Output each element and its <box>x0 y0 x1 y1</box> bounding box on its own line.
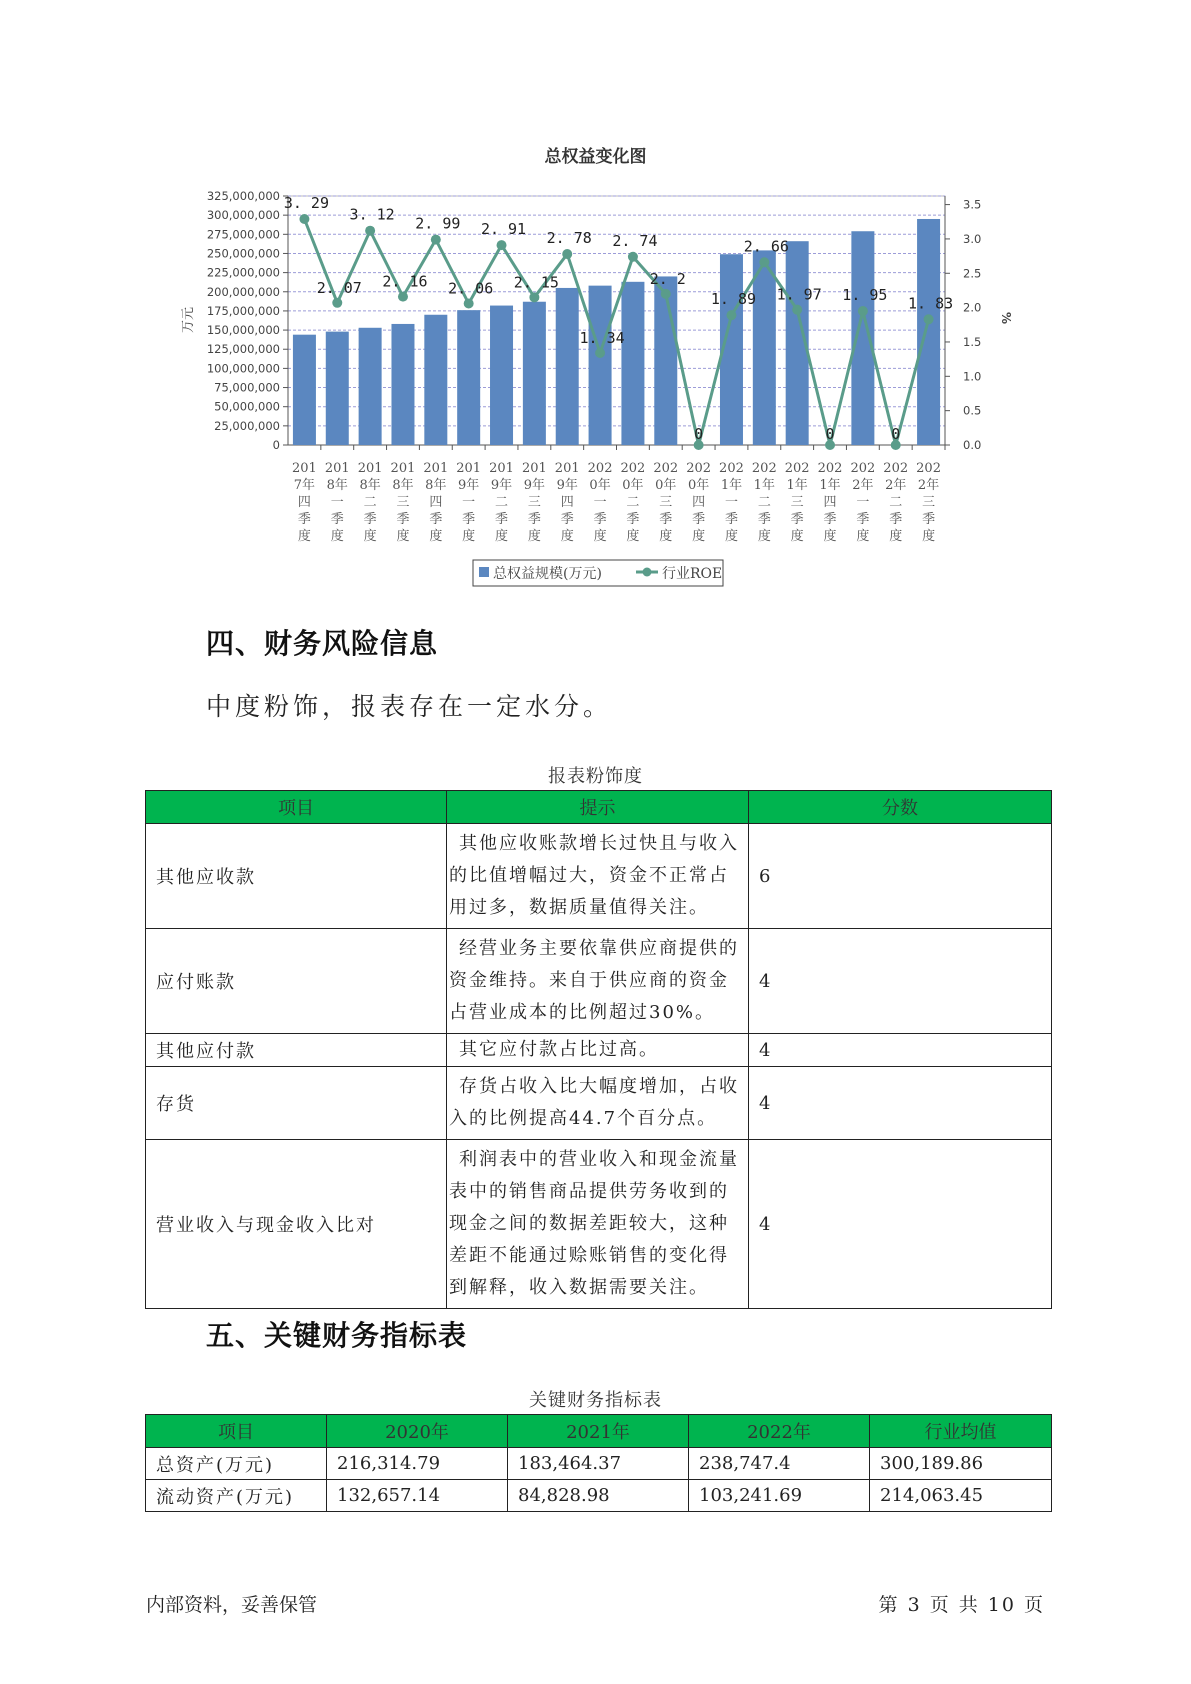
x-tick-label: 二 <box>495 495 509 510</box>
roe-point <box>792 305 802 315</box>
x-tick-label: 0年 <box>622 478 644 493</box>
y-left-tick-label: 250,000,000 <box>206 246 280 261</box>
table-row <box>146 1480 1052 1512</box>
y-left-tick-label: 0 <box>272 438 280 452</box>
bar <box>490 306 513 445</box>
x-tick-label: 0年 <box>687 478 710 493</box>
roe-point <box>398 292 408 302</box>
x-tick-label: 9年 <box>490 478 513 493</box>
bar <box>424 315 447 445</box>
y-left-tick-label: 100,000,000 <box>206 361 280 376</box>
roe-point <box>529 292 539 302</box>
roe-data-label: 0 <box>825 425 835 443</box>
equity-chart <box>0 0 1191 600</box>
metric-value: 214,063.45 <box>870 1480 1052 1512</box>
x-tick-label: 季 <box>823 512 837 527</box>
col-header-item: 项目 <box>146 1415 327 1448</box>
bar <box>293 335 316 445</box>
y-left-tick-label: 175,000,000 <box>206 303 280 318</box>
metric-value: 183,464.37 <box>508 1448 689 1480</box>
x-tick-label: 度 <box>593 529 607 544</box>
x-tick-label: 2年 <box>885 478 907 493</box>
x-tick-label: 8年 <box>392 478 414 493</box>
x-tick-label: 度 <box>659 529 673 544</box>
x-tick-label: 202 <box>719 461 744 476</box>
x-tick-label: 8年 <box>359 478 381 493</box>
col-header-score: 分数 <box>749 791 1052 824</box>
x-tick-label: 2年 <box>917 478 940 493</box>
roe-data-label: 1. 97 <box>776 285 822 304</box>
metric-value: 300,189.86 <box>870 1448 1052 1480</box>
x-tick-label: 季 <box>922 512 936 527</box>
risk-score: 4 <box>749 929 1052 1034</box>
col-header-2021: 2021年 <box>508 1415 689 1448</box>
x-tick-label: 季 <box>429 512 443 527</box>
y-right-tick-label: 0.0 <box>963 438 982 452</box>
footer-confidential: 内部资料，妥善保管 <box>146 1594 318 1616</box>
roe-point <box>595 348 605 358</box>
y-right-tick-label: 2.5 <box>963 266 982 281</box>
x-tick-label: 度 <box>462 529 476 544</box>
bar <box>523 302 546 445</box>
metric-value: 132,657.14 <box>327 1480 508 1512</box>
x-tick-label: 季 <box>462 512 476 527</box>
x-tick-label: 9年 <box>458 478 480 493</box>
footer-page-number: 第 3 页 共 10 页 <box>878 1594 1045 1616</box>
x-tick-label: 0年 <box>589 478 611 493</box>
x-tick-label: 三 <box>659 495 673 510</box>
y-left-tick-label: 300,000,000 <box>206 208 280 223</box>
x-tick-label: 季 <box>889 512 903 527</box>
col-header-2022: 2022年 <box>689 1415 870 1448</box>
risk-score: 6 <box>749 824 1052 929</box>
table-row <box>146 1140 1052 1309</box>
roe-data-label: 2. 78 <box>546 229 592 248</box>
bar <box>753 250 776 445</box>
roe-data-label: 2. 74 <box>612 231 658 250</box>
roe-point <box>628 252 638 262</box>
roe-data-label: 1. 34 <box>579 328 625 347</box>
table-row <box>146 929 1052 1034</box>
roe-data-label: 2. 16 <box>382 272 428 291</box>
x-tick-label: 季 <box>297 512 311 527</box>
risk-hint: 经营业务主要依靠供应商提供的资金维持。来自于供应商的资金占营业成本的比例超过30%。 <box>447 929 749 1034</box>
metric-value: 84,828.98 <box>508 1480 689 1512</box>
roe-data-label: 0 <box>694 425 704 443</box>
section-5-heading: 五、关键财务指标表 <box>206 1319 468 1352</box>
x-tick-label: 0年 <box>655 478 677 493</box>
table-row <box>146 1034 1052 1067</box>
x-tick-label: 一 <box>856 495 870 510</box>
y-left-tick-label: 50,000,000 <box>214 399 280 414</box>
x-tick-label: 季 <box>790 512 804 527</box>
x-tick-label: 季 <box>626 512 640 527</box>
x-tick-label: 1年 <box>720 478 743 493</box>
y-right-tick-label: 3.0 <box>963 231 982 246</box>
risk-item: 存货 <box>146 1067 447 1140</box>
x-tick-label: 季 <box>495 512 509 527</box>
x-tick-label: 三 <box>527 495 541 510</box>
x-tick-label: 1年 <box>786 478 808 493</box>
x-tick-label: 四 <box>823 495 837 510</box>
x-tick-label: 度 <box>527 529 541 544</box>
x-tick-label: 季 <box>659 512 673 527</box>
y-left-tick-label: 150,000,000 <box>206 323 280 338</box>
col-header-2020: 2020年 <box>327 1415 508 1448</box>
risk-score: 4 <box>749 1034 1052 1067</box>
roe-point <box>431 235 441 245</box>
risk-item: 其他应收款 <box>146 824 447 929</box>
x-tick-label: 季 <box>757 512 771 527</box>
roe-data-label: 2. 07 <box>316 278 362 297</box>
y-left-tick-label: 225,000,000 <box>206 265 280 280</box>
roe-data-label: 3. 12 <box>349 205 395 224</box>
x-tick-label: 度 <box>626 529 640 544</box>
x-tick-label: 度 <box>823 529 837 544</box>
x-tick-label: 202 <box>850 461 876 476</box>
roe-data-label: 2. 2 <box>649 269 686 288</box>
table-row <box>146 1448 1052 1480</box>
x-tick-label: 四 <box>692 495 706 510</box>
bar <box>326 332 349 445</box>
risk-summary: 中度粉饰，报表存在一定水分。 <box>206 692 613 721</box>
metric-value: 238,747.4 <box>689 1448 870 1480</box>
x-tick-label: 201 <box>456 461 482 476</box>
x-tick-label: 四 <box>560 495 574 510</box>
x-tick-label: 度 <box>922 529 936 544</box>
x-tick-label: 201 <box>554 461 580 476</box>
legend-line-label: 行业ROE <box>662 566 723 582</box>
roe-point <box>661 289 671 299</box>
x-tick-label: 季 <box>527 512 541 527</box>
metric-name: 总资产(万元) <box>146 1448 327 1480</box>
x-tick-label: 202 <box>751 461 777 476</box>
y-left-tick-label: 25,000,000 <box>214 418 280 433</box>
roe-data-label: 2. 99 <box>415 214 461 233</box>
x-tick-label: 度 <box>757 529 771 544</box>
bar <box>917 219 940 445</box>
x-tick-label: 一 <box>330 495 344 510</box>
col-header-industry-avg: 行业均值 <box>870 1415 1052 1448</box>
x-tick-label: 四 <box>429 495 443 510</box>
x-tick-label: 202 <box>883 461 909 476</box>
metric-value: 103,241.69 <box>689 1480 870 1512</box>
risk-hint: 其它应付款占比过高。 <box>447 1034 749 1067</box>
legend-bar-swatch <box>479 567 489 577</box>
legend-bar-label: 总权益规模(万元) <box>493 566 602 582</box>
x-tick-label: 7年 <box>293 478 316 493</box>
y-left-tick-label: 75,000,000 <box>214 380 280 395</box>
roe-data-label: 0 <box>891 425 901 443</box>
x-tick-label: 1年 <box>819 478 841 493</box>
x-tick-label: 度 <box>495 529 509 544</box>
roe-data-label: 2. 91 <box>480 220 527 239</box>
bar <box>654 276 677 445</box>
bar <box>556 288 579 445</box>
metrics-table <box>145 1414 1052 1512</box>
roe-point <box>726 310 736 320</box>
x-tick-label: 度 <box>790 529 804 544</box>
x-tick-label: 202 <box>653 461 679 476</box>
x-tick-label: 度 <box>692 529 706 544</box>
y-right-axis-label: % <box>999 311 1013 325</box>
col-header-item: 项目 <box>146 791 447 824</box>
risk-table <box>145 790 1052 1309</box>
y-left-axis-label: 万元 <box>181 306 196 334</box>
roe-point <box>858 306 868 316</box>
x-tick-label: 季 <box>724 512 738 527</box>
y-left-tick-label: 325,000,000 <box>206 189 280 203</box>
x-tick-label: 季 <box>856 512 870 527</box>
y-left-tick-label: 200,000,000 <box>206 284 280 299</box>
y-left-tick-label: 275,000,000 <box>206 227 280 242</box>
roe-data-label: 2. 15 <box>513 273 559 292</box>
y-right-tick-label: 1.0 <box>963 369 982 384</box>
table-row <box>146 1067 1052 1140</box>
x-tick-label: 二 <box>626 495 640 510</box>
roe-point <box>497 240 507 250</box>
y-right-tick-label: 3.5 <box>963 197 982 212</box>
roe-data-label: 3. 29 <box>283 194 330 213</box>
x-tick-label: 四 <box>297 495 311 510</box>
x-tick-label: 8年 <box>326 478 348 493</box>
x-tick-label: 1年 <box>753 478 775 493</box>
x-tick-label: 度 <box>330 529 344 544</box>
x-tick-label: 9年 <box>556 478 578 493</box>
x-tick-label: 202 <box>817 461 843 476</box>
x-tick-label: 202 <box>620 461 646 476</box>
roe-point <box>759 257 769 267</box>
x-tick-label: 202 <box>587 461 613 476</box>
bar <box>457 310 480 445</box>
x-tick-label: 一 <box>724 495 738 510</box>
x-tick-label: 度 <box>856 529 870 544</box>
metric-value: 216,314.79 <box>327 1448 508 1480</box>
x-tick-label: 202 <box>784 461 810 476</box>
x-tick-label: 度 <box>363 529 377 544</box>
x-tick-label: 一 <box>462 495 476 510</box>
x-tick-label: 201 <box>324 461 350 476</box>
x-tick-label: 度 <box>889 529 903 544</box>
risk-score: 4 <box>749 1140 1052 1309</box>
y-right-tick-label: 0.5 <box>963 403 982 418</box>
x-tick-label: 一 <box>593 495 607 510</box>
x-tick-label: 度 <box>560 529 574 544</box>
bar <box>359 328 382 445</box>
roe-data-label: 2. 66 <box>743 237 789 256</box>
x-tick-label: 季 <box>692 512 706 527</box>
x-tick-label: 度 <box>429 529 443 544</box>
x-tick-label: 季 <box>396 512 410 527</box>
x-tick-label: 201 <box>521 461 547 476</box>
risk-item: 其他应付款 <box>146 1034 447 1067</box>
risk-item: 营业收入与现金收入比对 <box>146 1140 447 1309</box>
roe-data-label: 2. 06 <box>448 279 494 298</box>
roe-point <box>924 314 934 324</box>
x-tick-label: 度 <box>724 529 738 544</box>
x-tick-label: 季 <box>363 512 377 527</box>
x-tick-label: 2年 <box>852 478 874 493</box>
risk-hint: 存货占收入比大幅度增加，占收入的比例提高44.7个百分点。 <box>447 1067 749 1140</box>
legend-line-marker <box>643 568 652 577</box>
risk-table-caption: 报表粉饰度 <box>548 766 643 787</box>
risk-hint: 其他应收账款增长过快且与收入的比值增幅过大，资金不正常占用过多，数据质量值得关注。 <box>447 824 749 929</box>
col-header-hint: 提示 <box>447 791 749 824</box>
x-tick-label: 季 <box>560 512 574 527</box>
roe-point <box>332 298 342 308</box>
y-left-tick-label: 125,000,000 <box>206 342 280 357</box>
roe-point <box>365 226 375 236</box>
roe-point <box>299 214 309 224</box>
chart-title: 总权益变化图 <box>544 147 647 167</box>
x-tick-label: 度 <box>396 529 410 544</box>
x-tick-label: 三 <box>922 495 936 510</box>
section-4-heading: 四、财务风险信息 <box>206 627 439 660</box>
roe-point <box>464 298 474 308</box>
table-row <box>146 824 1052 929</box>
y-right-tick-label: 1.5 <box>963 334 982 349</box>
metrics-table-caption: 关键财务指标表 <box>529 1390 662 1411</box>
x-tick-label: 三 <box>790 495 804 510</box>
x-tick-label: 201 <box>292 461 317 476</box>
bar <box>391 324 414 445</box>
x-tick-label: 季 <box>330 512 344 527</box>
roe-data-label: 1. 83 <box>907 294 954 313</box>
x-tick-label: 二 <box>757 495 771 510</box>
x-tick-label: 201 <box>489 461 514 476</box>
x-tick-label: 二 <box>889 495 903 510</box>
x-tick-label: 9年 <box>523 478 546 493</box>
x-tick-label: 201 <box>390 461 416 476</box>
metric-name: 流动资产(万元) <box>146 1480 327 1512</box>
x-tick-label: 202 <box>686 461 712 476</box>
x-tick-label: 度 <box>297 529 311 544</box>
x-tick-label: 202 <box>916 461 941 476</box>
bar <box>621 282 644 445</box>
x-tick-label: 201 <box>357 461 383 476</box>
risk-score: 4 <box>749 1067 1052 1140</box>
x-tick-label: 三 <box>396 495 410 510</box>
risk-hint: 利润表中的营业收入和现金流量表中的销售商品提供劳务收到的现金之间的数据差距较大，这种差距不能通过赊账销售的变化得到解释，收入数据需要关注。 <box>447 1140 749 1309</box>
roe-data-label: 1. 89 <box>710 290 757 309</box>
y-right-tick-label: 2.0 <box>963 300 982 315</box>
x-tick-label: 8年 <box>425 478 447 493</box>
roe-point <box>562 249 572 259</box>
risk-item: 应付账款 <box>146 929 447 1034</box>
bar <box>589 286 612 445</box>
x-tick-label: 201 <box>423 461 449 476</box>
roe-data-label: 1. 95 <box>842 286 888 305</box>
x-tick-label: 季 <box>593 512 607 527</box>
x-tick-label: 二 <box>363 495 377 510</box>
